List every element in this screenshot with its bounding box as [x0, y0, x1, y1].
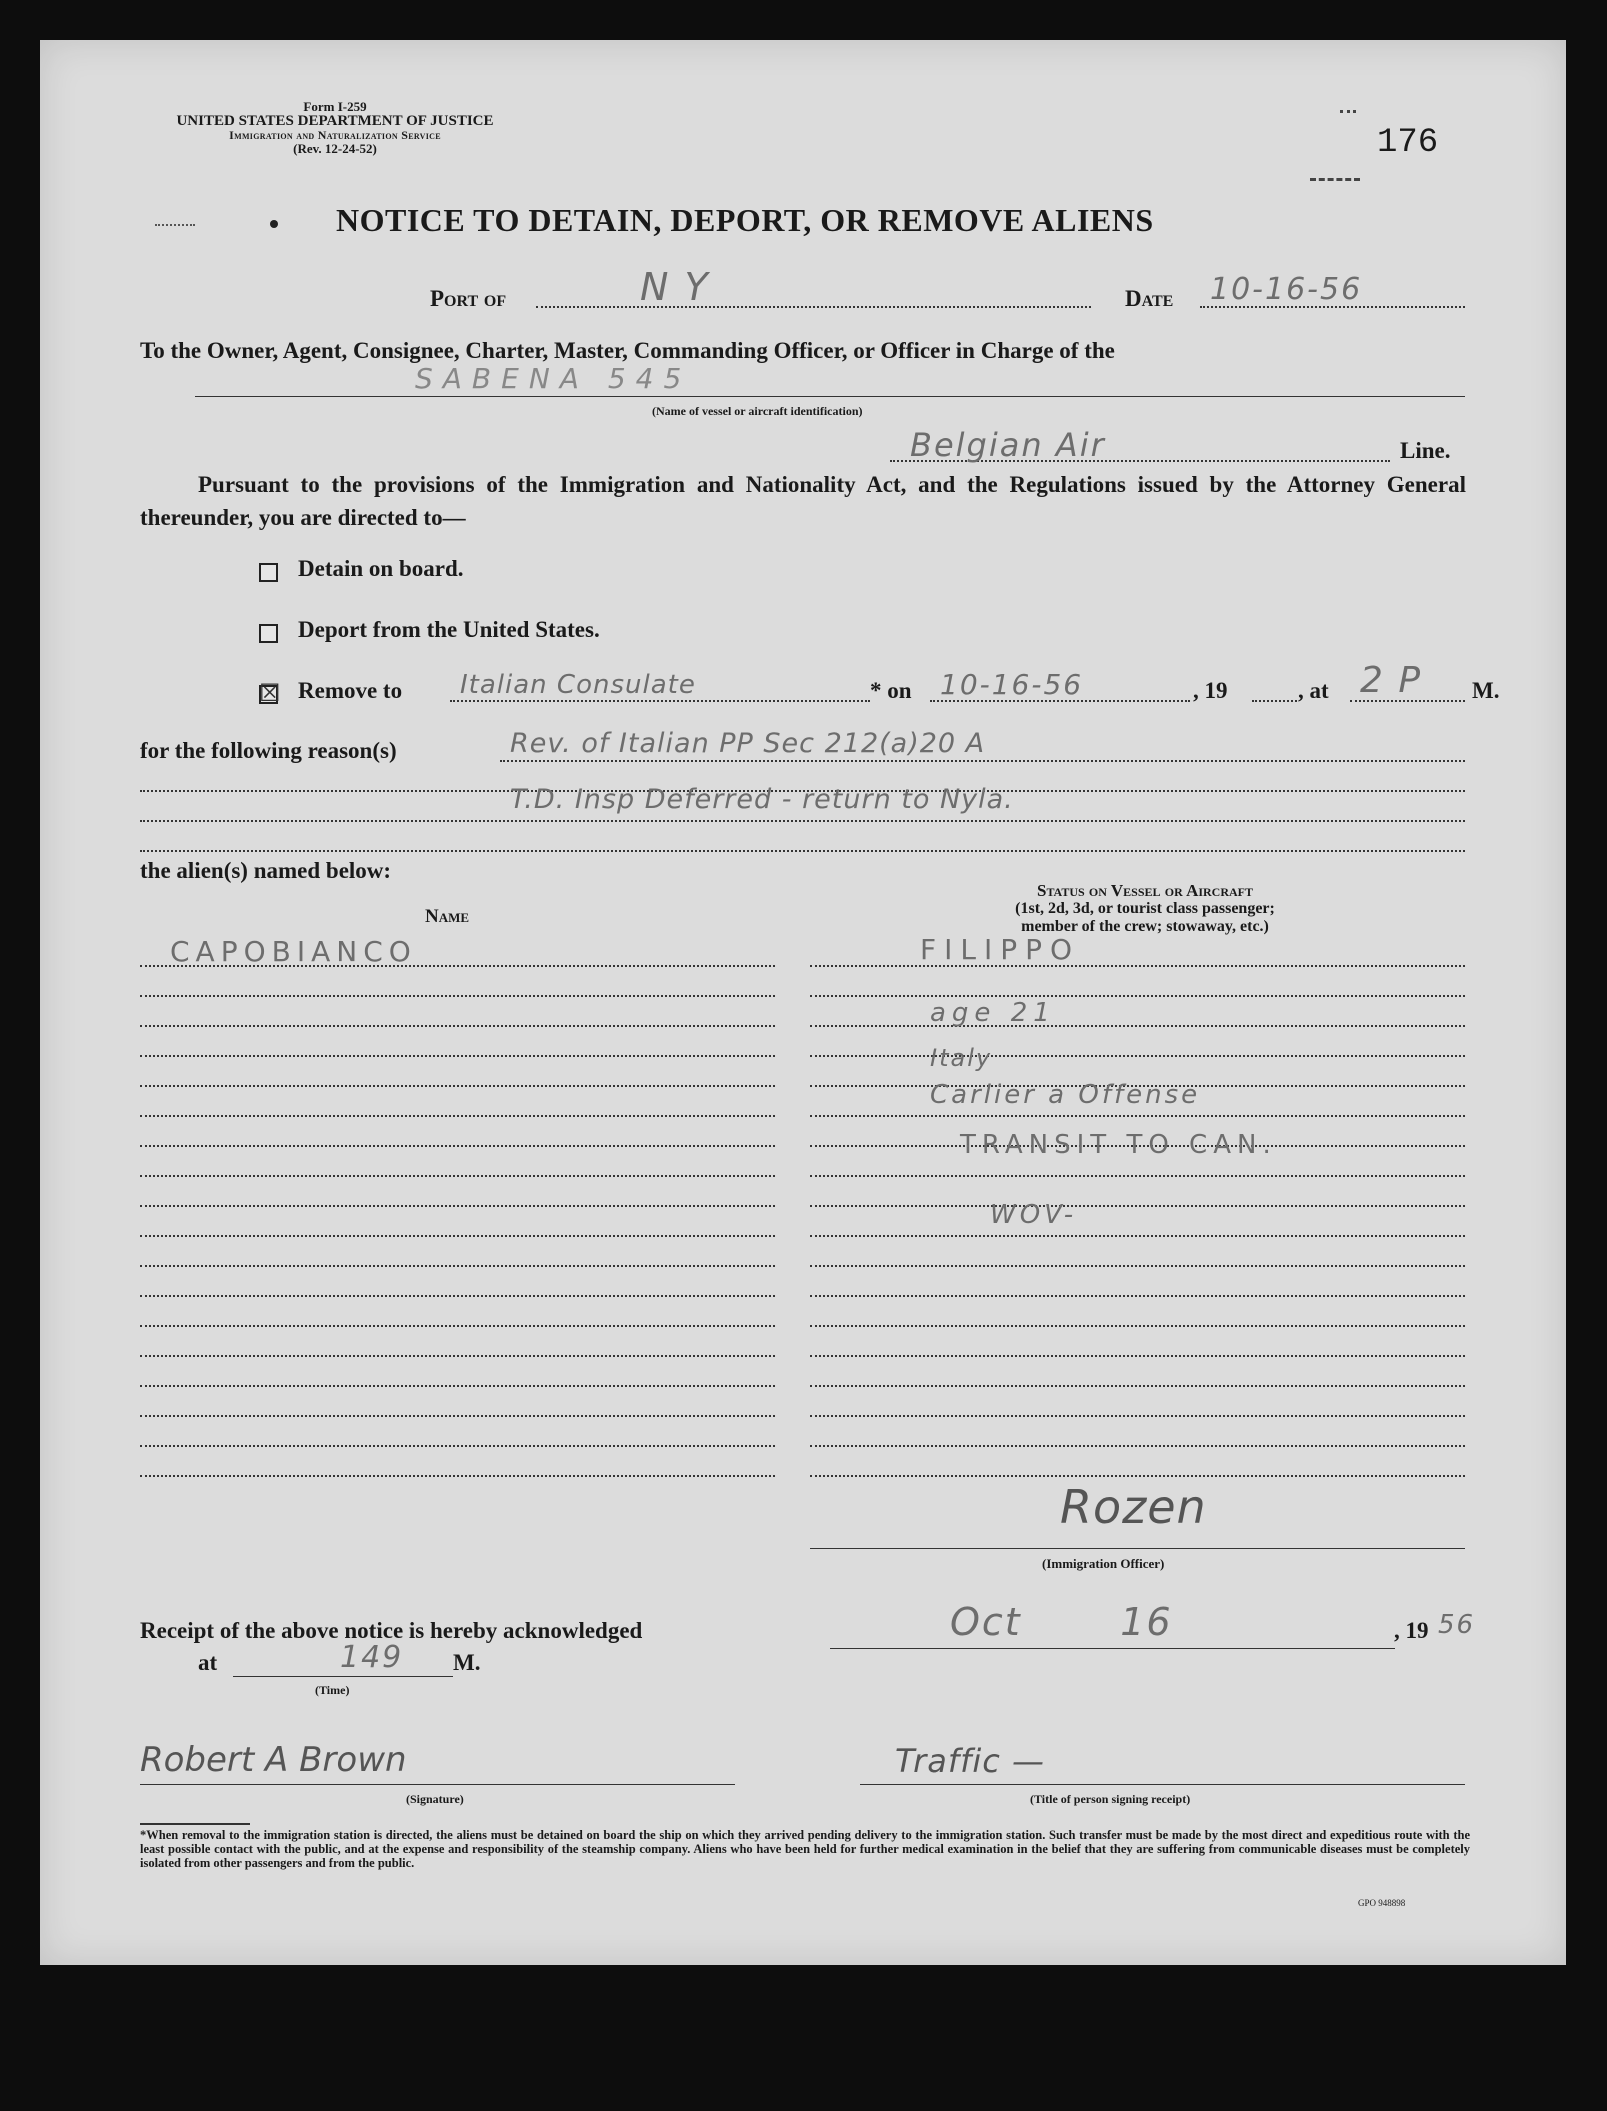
title-bullet: [270, 220, 278, 228]
status-entry[interactable]: Italy: [930, 1044, 993, 1072]
port-line: [536, 306, 1091, 308]
date-label: Date: [1125, 286, 1174, 311]
deport-label: Deport from the United States.: [298, 617, 600, 642]
signer-title-line: [860, 1784, 1465, 1785]
officer-line: [810, 1548, 1465, 1549]
remove-checkbox[interactable]: [259, 679, 281, 707]
corner-marks: [1310, 110, 1360, 200]
remove-to-value[interactable]: Italian Consulate: [460, 670, 696, 700]
receipt-text: Receipt of the above notice is hereby acknowledged: [140, 1618, 643, 1643]
receipt-year-value[interactable]: 56: [1438, 1610, 1476, 1640]
status-column-header: [955, 882, 1335, 936]
status-entry[interactable]: WOV-: [990, 1200, 1078, 1230]
vessel-line: [195, 396, 1465, 397]
form-title: NOTICE TO DETAIN, DEPORT, OR REMOVE ALIENS: [336, 202, 1154, 238]
port-label: Port of: [430, 286, 507, 311]
receipt-time-line: [233, 1676, 453, 1677]
receipt-signature[interactable]: Robert A Brown: [140, 1740, 407, 1780]
remove-on-label: * on: [870, 678, 912, 703]
gpo-code: GPO 948898: [1358, 1898, 1406, 1908]
status-header-line-2: (1st, 2d, 3d, or tourist class passenger;: [1015, 900, 1275, 917]
vessel-value[interactable]: SABENA 545: [415, 362, 692, 395]
signature-line: [140, 1784, 735, 1785]
receipt-m-label: M.: [453, 1650, 481, 1675]
remove-year-line: [1252, 700, 1297, 702]
reason-line-1: [500, 760, 1465, 762]
addressee-text: To the Owner, Agent, Consignee, Charter, Master, Commanding Officer, or Officer in Charge of the: [140, 338, 1115, 363]
title-dots: [155, 224, 195, 226]
receipt-year-label: , 19: [1394, 1618, 1429, 1643]
receipt-date-line: [830, 1648, 1395, 1649]
remove-time-value[interactable]: 2 P: [1360, 660, 1423, 701]
reason-line-4: [140, 850, 1465, 852]
check-mark-icon: ☒: [259, 679, 281, 707]
reason-line-3: [140, 820, 1465, 822]
receipt-at-label: at: [198, 1650, 218, 1675]
reason-value-1[interactable]: Rev. of Italian PP Sec 212(a)20 A: [510, 728, 986, 759]
status-entry[interactable]: FILIPPO: [920, 933, 1081, 966]
department-name: UNITED STATES DEPARTMENT OF JUSTICE: [176, 112, 494, 129]
service-name: Immigration and Naturalization Service: [229, 128, 441, 143]
detain-checkbox[interactable]: [259, 563, 278, 582]
officer-signature[interactable]: Rozen: [1060, 1480, 1207, 1534]
detain-label: Detain on board.: [298, 556, 464, 581]
reason-label: for the following reason(s): [140, 738, 397, 763]
form-number: Form I-259: [303, 99, 367, 114]
status-entry[interactable]: age 21: [930, 998, 1056, 1028]
receipt-time-value[interactable]: 149: [340, 1640, 404, 1675]
signer-title-caption: (Title of person signing receipt): [1030, 1792, 1191, 1806]
line-label: Line.: [1400, 438, 1451, 463]
remove-label: Remove to: [298, 678, 403, 703]
date-value[interactable]: 10-16-56: [1210, 272, 1363, 307]
time-caption: (Time): [315, 1683, 350, 1697]
remove-to-line: [450, 700, 870, 702]
revision-date: (Rev. 12-24-52): [293, 140, 377, 156]
signer-title[interactable]: Traffic —: [895, 1742, 1046, 1780]
page-number: 176: [1377, 124, 1439, 162]
remove-on-value[interactable]: 10-16-56: [940, 668, 1084, 701]
status-header-line-3: member of the crew; stowaway, etc.): [1021, 918, 1269, 935]
remove-year-label: , 19: [1193, 678, 1228, 703]
alien-name-entry[interactable]: CAPOBIANCO: [170, 935, 417, 968]
receipt-date-value[interactable]: Oct 16: [950, 1600, 1173, 1644]
vessel-caption: (Name of vessel or aircraft identification): [652, 404, 863, 418]
port-value[interactable]: N Y: [640, 265, 710, 309]
footnote-rule: [140, 1823, 250, 1825]
form-paper: [40, 40, 1566, 1965]
remove-at-label: , at: [1298, 678, 1329, 703]
line-value[interactable]: Belgian Air: [910, 426, 1106, 464]
pursuant-text: Pursuant to the provisions of the Immigration and Nationality Act, and the Regulations issued by the Attorney General thereunder, you are directed to—: [140, 472, 1466, 530]
status-header-line-1: Status on Vessel or Aircraft: [1036, 881, 1254, 900]
deport-checkbox[interactable]: [259, 624, 278, 643]
name-column-header: Name: [425, 906, 470, 927]
officer-caption: (Immigration Officer): [1042, 1556, 1165, 1571]
status-entry[interactable]: TRANSIT TO CAN.: [960, 1130, 1277, 1160]
reason-value-2[interactable]: T.D. Insp Deferred - return to Nyla.: [510, 784, 1014, 815]
aliens-label: the alien(s) named below:: [140, 858, 392, 883]
status-entry[interactable]: Carlier a Offense: [930, 1080, 1201, 1110]
footnote: *When removal to the immigration station is directed, the aliens must be detained on board the ship on which they arrived pending delivery to the immigration station. Such transfer must be made by the most direct and expeditious route with the least possible contact with the public, and at the expense and responsibility of the steamship company. Aliens who have been held for further medical examination in the belief that they are suffering from communicable diseases must be completely isolated from other passengers and from the public.: [140, 1828, 1470, 1870]
signature-caption: (Signature): [406, 1792, 464, 1806]
remove-m-label: M.: [1472, 678, 1500, 703]
form-header: [135, 100, 535, 156]
